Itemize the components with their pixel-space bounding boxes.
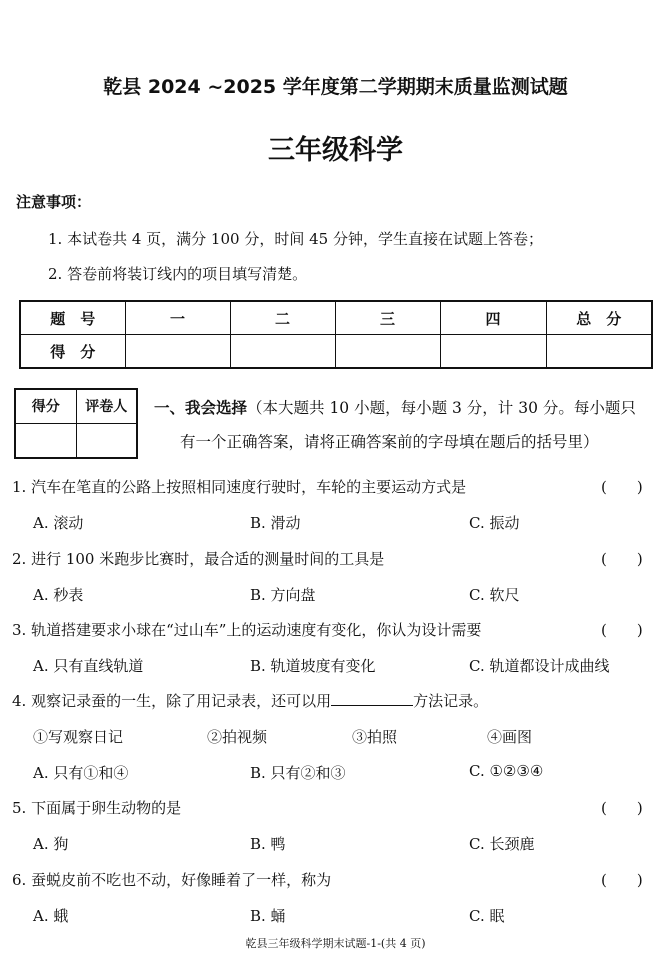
option-a: A. 狗 xyxy=(33,835,69,853)
option-c: C. 轨道都设计成曲线 xyxy=(469,657,610,675)
option-c: C. 眠 xyxy=(469,907,505,925)
answer-bracket[interactable]: ( ) xyxy=(601,478,643,496)
score-table xyxy=(19,300,653,369)
option-c: C. ①②③④ xyxy=(469,762,544,780)
choice-item: ②拍视频 xyxy=(207,728,268,746)
option-a: A. 秒表 xyxy=(33,586,84,604)
choice-item: ①写观察日记 xyxy=(33,728,124,746)
section-instructions-text: （本大题共 10 小题，每小题 3 分，计 30 分。每小题只 xyxy=(247,399,636,417)
answer-bracket[interactable]: ( ) xyxy=(601,871,643,889)
grader-score-label: 得分 xyxy=(15,389,76,423)
section-heading: 一、我会选择 xyxy=(154,399,248,417)
option-b: B. 鸭 xyxy=(250,835,286,853)
option-b: B. 滑动 xyxy=(250,514,301,532)
choice-item: ④画图 xyxy=(487,728,533,746)
option-c: C. 软尺 xyxy=(469,586,520,604)
exam-subject: 三年级科学 xyxy=(268,135,403,166)
score-header-1: 一 xyxy=(125,301,230,335)
option-a: A. 蛾 xyxy=(33,907,69,925)
score-cell[interactable] xyxy=(546,335,652,369)
score-row-label: 得 分 xyxy=(20,335,125,369)
score-header-3: 三 xyxy=(335,301,440,335)
option-a: A. 只有①和④ xyxy=(33,764,129,782)
section-instructions-line2: 有一个正确答案，请将正确答案前的字母填在题后的括号里） xyxy=(180,433,599,451)
fill-in-blank[interactable] xyxy=(331,691,413,706)
option-a: A. 滚动 xyxy=(33,514,84,532)
exam-title: 乾县 2024 ~2025 学年度第二学期期末质量监测试题 xyxy=(103,76,568,98)
score-cell[interactable] xyxy=(125,335,230,369)
score-cell[interactable] xyxy=(335,335,440,369)
grader-name-cell[interactable] xyxy=(76,423,137,458)
grader-score-cell[interactable] xyxy=(15,423,76,458)
question-stem: 3. 轨道搭建要求小球在“过山车”上的运动速度有变化，你认为设计需要 xyxy=(12,621,482,639)
answer-bracket[interactable]: ( ) xyxy=(601,621,643,639)
grader-table xyxy=(14,388,138,459)
page-footer: 乾县三年级科学期末试题-1-(共 4 页) xyxy=(245,937,426,950)
score-cell[interactable] xyxy=(230,335,335,369)
choice-item: ③拍照 xyxy=(352,728,398,746)
notice-item: 2. 答卷前将装订线内的项目填写清楚。 xyxy=(48,265,308,283)
question-stem: 5. 下面属于卵生动物的是 xyxy=(12,799,182,817)
notice-heading: 注意事项： xyxy=(16,193,92,211)
score-header-label: 题 号 xyxy=(20,301,125,335)
option-b: B. 轨道坡度有变化 xyxy=(250,657,376,675)
question-stem: 2. 进行 100 米跑步比赛时，最合适的测量时间的工具是 xyxy=(12,550,385,568)
option-c: C. 长颈鹿 xyxy=(469,835,535,853)
score-header-2: 二 xyxy=(230,301,335,335)
answer-bracket[interactable]: ( ) xyxy=(601,550,643,568)
question-stem: 6. 蚕蜕皮前不吃也不动，好像睡着了一样，称为 xyxy=(12,871,332,889)
grader-name-label: 评卷人 xyxy=(76,389,137,423)
option-b: B. 只有②和③ xyxy=(250,764,346,782)
question-stem-after: 方法记录。 xyxy=(413,692,489,710)
option-b: B. 蛹 xyxy=(250,907,286,925)
score-header-4: 四 xyxy=(440,301,546,335)
question-stem-before: 4. 观察记录蚕的一生，除了用记录表，还可以用 xyxy=(12,692,332,710)
answer-bracket[interactable]: ( ) xyxy=(601,799,643,817)
notice-item: 1. 本试卷共 4 页，满分 100 分，时间 45 分钟，学生直接在试题上答卷； xyxy=(48,230,543,248)
score-cell[interactable] xyxy=(440,335,546,369)
section-instructions xyxy=(154,396,636,418)
score-header-total: 总 分 xyxy=(546,301,652,335)
option-a: A. 只有直线轨道 xyxy=(33,657,144,675)
question-stem xyxy=(12,690,488,711)
option-c: C. 振动 xyxy=(469,514,520,532)
question-stem: 1. 汽车在笔直的公路上按照相同速度行驶时，车轮的主要运动方式是 xyxy=(12,478,467,496)
option-b: B. 方向盘 xyxy=(250,586,316,604)
